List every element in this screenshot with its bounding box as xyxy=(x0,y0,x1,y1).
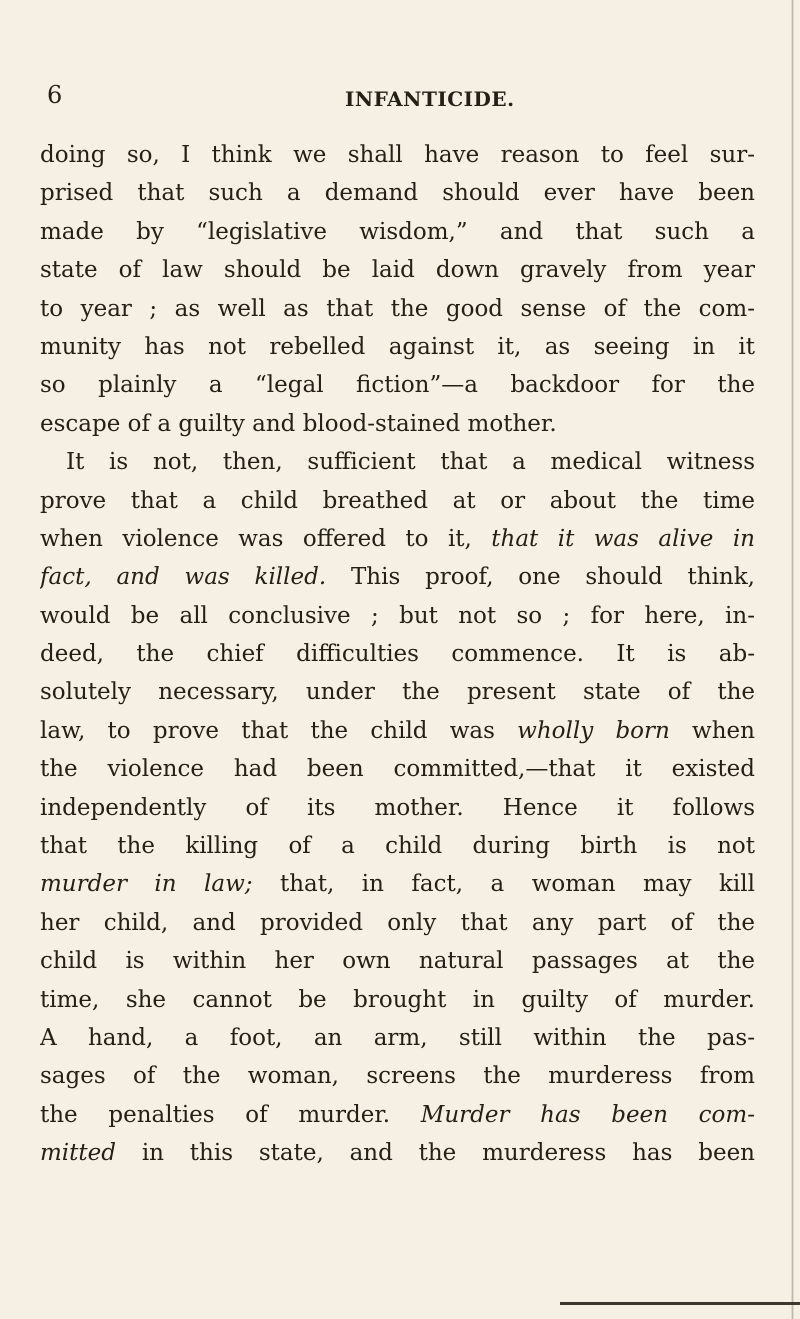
page-header xyxy=(0,80,800,114)
text-segment: munity has not rebelled against it, as seeing in it xyxy=(40,333,755,360)
italic-text: fact, and was killed. xyxy=(40,564,327,591)
text-line xyxy=(40,904,755,942)
text-segment: child is within her own natural passages at the xyxy=(40,948,755,975)
text-line xyxy=(40,789,755,827)
page-edge-bottom-rule xyxy=(560,1302,800,1305)
text-segment: made by “legislative wisdom,” and that such a xyxy=(40,218,755,245)
text-segment: doing so, I think we shall have reason to feel sur- xyxy=(40,142,755,168)
text-line xyxy=(40,712,755,750)
italic-text: that it was alive in xyxy=(491,525,755,552)
text-segment: prised that such a demand should ever have been xyxy=(40,180,755,207)
italic-text: mitted xyxy=(40,1140,116,1167)
text-segment: that, in fact, a woman may kill xyxy=(252,871,755,898)
text-segment: the violence had been committed,—that it existed xyxy=(40,756,755,783)
text-line xyxy=(40,520,755,558)
text-line xyxy=(40,750,755,788)
text-segment: prove that a child breathed at or about the time xyxy=(40,487,755,514)
text-segment: so plainly a “legal fiction”—a backdoor for the xyxy=(40,372,755,399)
text-line xyxy=(40,405,755,443)
text-line xyxy=(40,597,755,635)
text-line xyxy=(40,482,755,520)
text-segment: deed, the chief difficulties commence. It is ab- xyxy=(40,641,755,668)
text-segment: the penalties of murder. xyxy=(40,1101,421,1128)
text-line xyxy=(40,213,755,251)
text-segment: time, she cannot be brought in guilty of murder. xyxy=(40,986,755,1013)
text-line xyxy=(40,136,755,174)
text-segment: state of law should be laid down gravely from year xyxy=(40,257,755,284)
text-segment: when xyxy=(669,717,755,744)
page-number: 6 xyxy=(47,81,63,109)
text-segment: would be all conclusive ; but not so ; for here, in- xyxy=(40,602,755,629)
text-line xyxy=(40,673,755,711)
body-text xyxy=(40,136,755,1173)
text-line xyxy=(40,366,755,404)
text-line xyxy=(40,1019,755,1057)
text-line xyxy=(40,251,755,289)
text-segment: law, to prove that the child was xyxy=(40,717,518,744)
text-segment: in this state, and the murderess has been xyxy=(116,1140,755,1167)
page-edge-right xyxy=(791,0,794,1319)
text-segment: This proof, one should think, xyxy=(326,564,755,591)
italic-text: Murder has been com- xyxy=(420,1101,755,1128)
text-segment: independently of its mother. Hence it follows xyxy=(40,794,755,821)
text-line xyxy=(40,174,755,212)
italic-text: murder in law; xyxy=(40,871,253,898)
running-head: INFANTICIDE. xyxy=(345,87,515,111)
text-line xyxy=(40,1134,755,1172)
text-segment: when violence was offered to it, xyxy=(40,525,492,552)
italic-text: wholly born xyxy=(517,717,670,744)
text-line xyxy=(40,635,755,673)
text-line xyxy=(40,942,755,980)
text-line xyxy=(40,290,755,328)
text-line xyxy=(40,443,755,481)
text-segment: A hand, a foot, an arm, still within the pas- xyxy=(40,1024,755,1051)
text-segment: sages of the woman, screens the murderess from xyxy=(40,1063,755,1090)
text-segment: solutely necessary, under the present state of the xyxy=(40,679,755,706)
text-line xyxy=(40,827,755,865)
text-segment: that the killing of a child during birth is not xyxy=(40,833,755,860)
text-line xyxy=(40,558,755,596)
text-line xyxy=(40,981,755,1019)
text-segment: to year ; as well as that the good sense of the com- xyxy=(40,295,755,322)
text-segment: It is not, then, sufficient that a medical witness xyxy=(66,449,755,476)
text-line xyxy=(40,1057,755,1095)
text-segment: escape of a guilty and blood-stained mother. xyxy=(40,410,557,437)
text-line xyxy=(40,1096,755,1134)
text-line xyxy=(40,865,755,903)
text-segment: her child, and provided only that any part of the xyxy=(40,909,755,936)
text-line xyxy=(40,328,755,366)
